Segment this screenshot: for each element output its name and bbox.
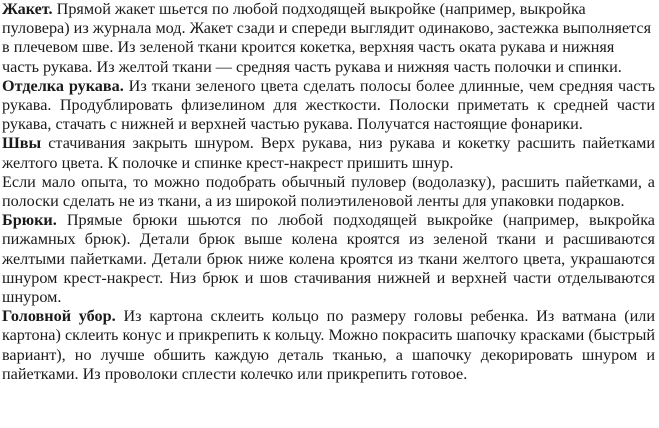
paragraph-alternative bbox=[2, 173, 655, 211]
paragraph-sleeve-finish bbox=[2, 77, 655, 135]
paragraph-heading: Швы bbox=[2, 134, 42, 153]
paragraph-jacket bbox=[2, 0, 655, 77]
paragraph-heading: Головной убор. bbox=[2, 307, 116, 326]
paragraph-heading: Отделка рукава. bbox=[2, 76, 124, 95]
paragraph-text: Если мало опыта, то можно подобрать обычный пуловер (водолазку), расшить пайетками, а полоски сделать не из ткани, а из широкой полиэтиленовой ленты для упаковки подарков. bbox=[2, 172, 655, 211]
paragraph-seams bbox=[2, 134, 655, 172]
paragraph-heading: Жакет. bbox=[2, 0, 53, 18]
paragraph-trousers bbox=[2, 211, 655, 307]
paragraph-text: Прямой жакет шьется по любой подходящей выкройке (например, выкройка пуловера) из журнала мод. Жакет сзади и спереди выглядит одинаково, застежка выполняется в плечевом шве. Из зеленой ткани кроится кокетка, верхняя часть оката рукава и нижняя часть рукава. Из желтой ткани — средняя часть рукава и нижняя часть полочки и спинки. bbox=[2, 0, 652, 76]
paragraph-text: Из ткани зеленого цвета сделать полосы более длинные, чем средняя часть рукава. Продублировать флизелином для жесткости. Полоски приметать к средней части рукава, стачать с нижней и верхней частью рукава. Получатся настоящие фонарики. bbox=[2, 76, 655, 134]
paragraph-text: Из картона склеить кольцо по размеру головы ребенка. Из ватмана (или картона) склеить конус и прикрепить к кольцу. Можно покрасить шапочку красками (быстрый вариант), но лучше обшить каждую деталь тканью, а шапочку декорировать шнуром и пайетками. Из проволоки сплести колечко или прикрепить готовое. bbox=[2, 307, 655, 383]
paragraph-text: Прямые брюки шьются по любой подходящей выкройке (например, выкройка пижамных брюк). Детали брюк выше колена кроятся из зеленой ткани и расшиваются желтыми пайетками. Детали брюк ниже колена кроятся из ткани желтого цвета, украшаются шнуром крест-накрест. Низ брюк и шов стачивания нижней и верхней части отделываются шнуром. bbox=[2, 211, 655, 307]
paragraph-heading: Брюки. bbox=[2, 211, 57, 230]
paragraph-headwear bbox=[2, 307, 655, 384]
paragraph-text: стачивания закрыть шнуром. Верх рукава, низ рукава и кокетку расшить пайетками желтого цвета. К полочке и спинке крест-накрест пришить шнур. bbox=[2, 134, 655, 172]
